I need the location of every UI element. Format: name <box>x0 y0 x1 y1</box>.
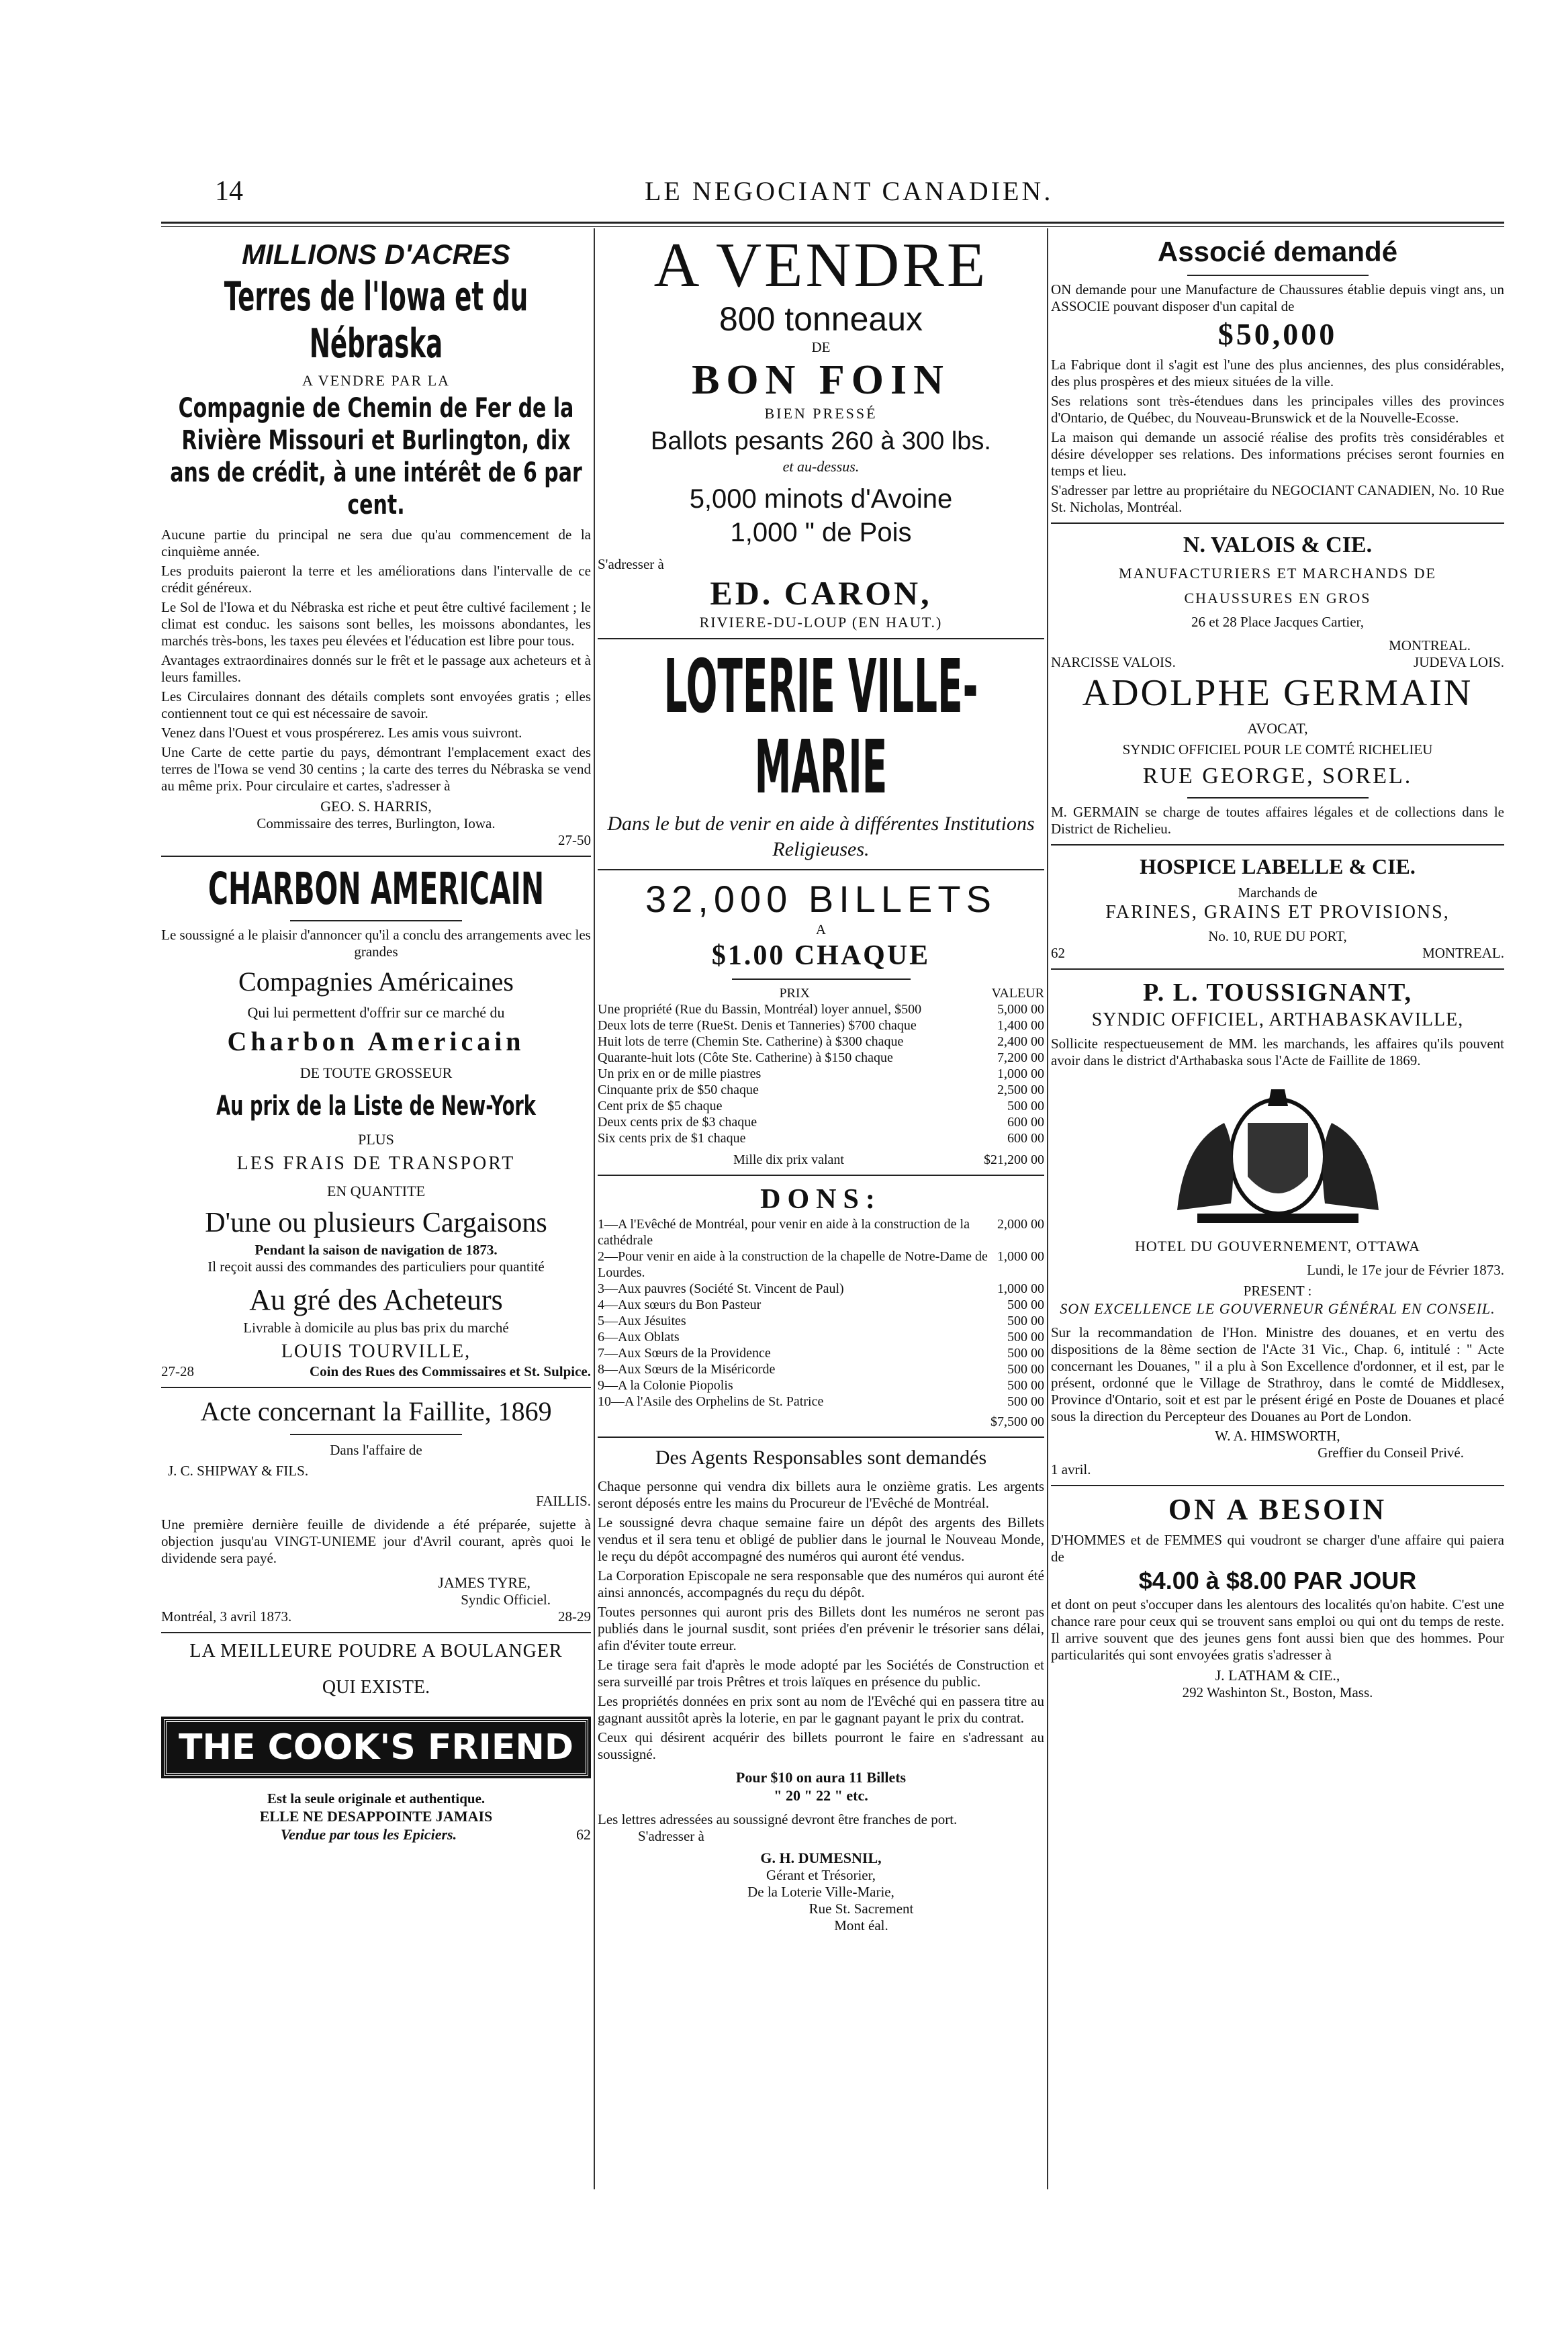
ad-text: 5,000 minots d'Avoine <box>689 484 953 514</box>
address: 292 Washinton St., Boston, Mass. <box>1182 1684 1373 1700</box>
table-row <box>598 1394 1044 1410</box>
ad-title: Terres de l'Iowa et du Nébraska <box>224 273 528 367</box>
ad-date: Montréal, 3 avril 1873. <box>161 1608 292 1625</box>
royal-coat-of-arms-icon <box>1137 1076 1419 1230</box>
ad-paragraph: Ceux qui désirent acquérir des billets pourront le faire en s'adressant au soussigné. <box>598 1729 1044 1762</box>
address: Coin des Rues des Commissaires et St. Sulpice. <box>309 1363 591 1379</box>
banner-label: THE COOK'S FRIEND <box>164 1719 588 1776</box>
table-row <box>598 1114 1044 1130</box>
table-row <box>598 1082 1044 1098</box>
ad-paragraph: Venez dans l'Ouest et vous prospérerez. Les amis vous suivront. <box>161 725 522 741</box>
ad-date: Lundi, le 17e jour de Février 1873. <box>1307 1262 1504 1278</box>
table-row: Mille dix prix valant <box>733 1152 844 1167</box>
address: 26 et 28 Place Jacques Cartier, <box>1191 614 1364 630</box>
ad-paragraph: Aucune partie du principal ne sera due qu'au commencement de la cinquième année. <box>161 527 591 559</box>
donation-table <box>598 1216 1044 1430</box>
table-value: 1,000 00 <box>997 1281 1044 1296</box>
signature: GEO. S. HARRIS, <box>320 798 432 815</box>
ad-title: P. L. TOUSSIGNANT, <box>1142 978 1412 1007</box>
table-row <box>598 1216 1044 1248</box>
ad-title: LA MEILLEURE POUDRE A BOULANGER <box>189 1641 563 1661</box>
table-row <box>598 1098 1044 1114</box>
ad-paragraph: Les lettres adressées au soussigné devront être franches de port. <box>598 1811 958 1827</box>
ad-paragraph: Ses relations sont très-étendues dans les principales villes des provinces d'Ontario, de Québec, du Nouveau-Brunswick et de la Nouvelle-Ecosse. <box>1051 393 1504 426</box>
ad-text: CHAUSSURES EN GROS <box>1184 590 1371 606</box>
address: RIVIERE-DU-LOUP (EN HAUT.) <box>699 614 943 631</box>
ad-text: PLUS <box>358 1131 394 1148</box>
ad-paragraph: Le Sol de l'Iowa et du Nébraska est riche et peut être cultivé facilement ; le climat est conduc. les saisons sont belles, les moissons abondantes, les marchés très-bons, les taxes peu élevées et l'éducation est libre pour tous. <box>161 599 591 649</box>
table-value: 2,500 00 <box>997 1083 1044 1097</box>
ad-paragraph: Une Carte de cette partie du pays, démontrant l'emplacement exact des terres de l'Iowa se vend 30 centins ; la carte des terres du Nébraska se vend au même prix. Pour circulaire et cartes, s'adresser à <box>161 744 591 794</box>
address: MONTREAL. <box>1389 637 1471 653</box>
ad-text: Dans le but de venir en aide à différentes Institutions Religieuses. <box>607 813 1035 860</box>
ad-text: PRESENT : <box>1243 1283 1312 1299</box>
address: No. 10, RUE DU PORT, <box>1208 928 1347 944</box>
table-label: Deux lots de terre (RueSt. Denis et Tanneries) $700 chaque <box>598 1018 917 1033</box>
ad-text: Vendue par tous les Epiciers. <box>280 1826 457 1843</box>
ad-text: Dans l'affaire de <box>330 1442 422 1458</box>
table-value: 500 00 <box>1007 1297 1044 1312</box>
ad-subtitle: 32,000 BILLETS <box>645 878 997 920</box>
ad-paragraph: D'HOMMES et de FEMMES qui voudront se charger d'une affaire qui paiera de <box>1051 1532 1504 1565</box>
ad-text: FAILLIS. <box>536 1493 591 1509</box>
table-value: 500 00 <box>1007 1362 1044 1377</box>
ad-paragraph: Pendant la saison de navigation de 1873. <box>255 1242 498 1258</box>
page-number: 14 <box>215 176 243 207</box>
table-row <box>598 1345 1044 1361</box>
ad-paragraph: Toutes personnes qui auront pris des Billets dont les numéros ne seront pas publiés dans le journal susdit, sont priées d'en prévenir le trésorier sans délai, afin d'éviter toute erreur. <box>598 1604 1044 1653</box>
divider <box>161 1632 591 1633</box>
ad-reference: 62 <box>1051 945 1065 961</box>
ad-paragraph: Le tirage sera fait d'après le mode adopté par les Sociétés de Construction et sera surveillé par trois Prêtres et trois laïques en présence du public. <box>598 1657 1044 1690</box>
table-label: 9—A la Colonie Piopolis <box>598 1378 733 1393</box>
divider <box>290 1434 462 1435</box>
ad-text: et au-dessus. <box>782 458 860 475</box>
divider <box>1051 522 1504 524</box>
ad-subtitle: Des Agents Responsables sont demandés <box>655 1447 987 1469</box>
ad-paragraph: La Corporation Episcopale ne sera responsable que des numéros qui auront été ainsi annoncés, accompagnés du reçu du dépôt. <box>598 1567 1044 1600</box>
ad-paragraph: Il reçoit aussi des commandes des particuliers pour quantité <box>207 1259 545 1275</box>
cooks-friend-banner <box>161 1719 591 1776</box>
table-value: 500 00 <box>1007 1330 1044 1344</box>
table-row <box>598 1066 1044 1082</box>
ad-paragraph: Le soussigné devra chaque semaine faire un dépôt des argents des Billets vendus et il sera tenu et obligé de publier dans le journal le Nouveau Monde, le reçu du dépôt accompagné des numéros qui auront été vendus. <box>598 1514 1044 1564</box>
ad-text: Marchands de <box>1238 884 1318 901</box>
table-label: Cent prix de $5 chaque <box>598 1099 723 1113</box>
ad-text: FARINES, GRAINS ET PROVISIONS, <box>1105 902 1450 923</box>
signature: G. H. DUMESNIL, <box>760 1850 882 1866</box>
table-label: Quarante-huit lots (Côte Ste. Catherine) à $150 chaque <box>598 1050 893 1065</box>
divider <box>1187 797 1369 799</box>
table-row <box>598 1130 1044 1146</box>
ad-paragraph: et dont on peut s'occuper dans les alentours des localités qu'on habite. C'est une chance rare pour ceux qui se trouvent sans emploi ou qui ont du temps de reste. Il arrive souvent que des jeunes gens font aussi bien que des hommes. Pour particularités qui sont envoyées gratis s'adresser à <box>1051 1596 1504 1663</box>
table-row <box>598 1313 1044 1329</box>
ad-subtitle: Compagnies Américaines <box>238 966 514 997</box>
ad-paragraph: Une première dernière feuille de dividende a été préparée, sujette à objection jusqu'au VINGT-UNIEME jour d'Avril courant, après quoi le dividende sera payé. <box>161 1516 591 1566</box>
table-row <box>598 1329 1044 1345</box>
ad-paragraph: Les Circulaires donnant des détails complets sont envoyées gratis ; elles contiennent tout ce qui est nécessaire de savoir. <box>161 688 591 721</box>
table-label: 4—Aux sœurs du Bon Pasteur <box>598 1297 762 1312</box>
table-label: 1—A l'Evêché de Montréal, pour venir en aide à la construction de la cathédrale <box>598 1217 970 1248</box>
ad-text: SYNDIC OFFICIEL, ARTHABASKAVILLE, <box>1091 1009 1464 1030</box>
ad-title: HOTEL DU GOUVERNEMENT, OTTAWA <box>1134 1238 1421 1255</box>
ad-paragraph: Livrable à domicile au plus bas prix du marché <box>243 1320 509 1336</box>
signature: JUDEVA LOIS. <box>1414 654 1504 670</box>
signature-title: Syndic Officiel. <box>461 1592 551 1608</box>
ad-paragraph: Avantages extraordinaires donnés sur le frêt et le passage aux acheteurs et à leurs familles. <box>161 652 591 685</box>
ad-text: Est la seule originale et authentique. <box>267 1790 486 1807</box>
divider <box>732 978 911 980</box>
column-3 <box>1051 232 1504 1701</box>
column-1 <box>161 232 591 1843</box>
ad-amount: $4.00 à $8.00 PAR JOUR <box>1138 1567 1417 1594</box>
table-row <box>598 1377 1044 1394</box>
column-header: PRIX <box>779 986 811 1001</box>
ad-amount: $50,000 <box>1217 317 1338 351</box>
ad-text: A <box>815 921 827 938</box>
table-value: 5,000 00 <box>997 1002 1044 1017</box>
ad-title: A VENDRE <box>653 232 988 300</box>
signature: ED. CARON, <box>710 574 932 612</box>
address: Rue St. Sacrement <box>809 1901 914 1917</box>
divider <box>161 1387 591 1388</box>
prize-table <box>598 985 1044 1168</box>
table-row <box>598 1297 1044 1313</box>
divider <box>598 1437 1044 1438</box>
divider <box>1051 1485 1504 1486</box>
ad-text: A VENDRE PAR LA <box>302 372 451 389</box>
ad-paragraph: Le soussigné a le plaisir d'annoncer qu'il a conclu des arrangements avec les grandes <box>161 927 591 960</box>
page-header <box>201 171 1477 212</box>
ad-paragraph: ON demande pour une Manufacture de Chaussures établie depuis vingt ans, un ASSOCIE pouvant disposer d'un capital de <box>1051 281 1504 314</box>
column-header: VALEUR <box>991 986 1044 1001</box>
table-row <box>598 1248 1044 1281</box>
signature-title: Gérant et Trésorier, <box>766 1867 876 1883</box>
ad-title: CHARBON AMERICAIN <box>207 863 545 915</box>
newspaper-title: LE NEGOCIANT CANADIEN. <box>645 176 1054 206</box>
ad-text: DE TOUTE GROSSEUR <box>299 1064 453 1081</box>
ad-subtitle: Au prix de la Liste de New-York <box>216 1091 536 1122</box>
table-value: 500 00 <box>1007 1394 1044 1409</box>
table-label: Six cents prix de $1 chaque <box>598 1131 746 1146</box>
company-name: Compagnie de Chemin de Fer de la Rivière Missouri et Burlington, dix ans de crédit, à une intérêt de 6 par cent. <box>170 393 582 520</box>
ad-text: S'adresser à <box>598 556 664 572</box>
header-rule <box>161 222 1504 224</box>
ad-paragraph: M. GERMAIN se charge de toutes affaires légales et de collections dans le District de Richelieu. <box>1051 804 1504 837</box>
table-value: 1,000 00 <box>997 1066 1044 1081</box>
column-divider <box>1047 228 1048 2189</box>
ad-reference: 62 <box>576 1826 591 1843</box>
ad-title: ON A BESOIN <box>1168 1493 1387 1526</box>
signature: JAMES TYRE, <box>438 1574 531 1591</box>
table-value: 500 00 <box>1007 1346 1044 1361</box>
address: Mont éal. <box>834 1917 888 1933</box>
ad-heading: MILLIONS D'ACRES <box>242 238 510 270</box>
table-label: Huit lots de terre (Chemin Ste. Catherine) à $300 chaque <box>598 1034 904 1049</box>
table-value: 500 00 <box>1007 1378 1044 1393</box>
column-divider <box>594 228 595 2189</box>
table-value: 1,000 00 <box>997 1249 1044 1264</box>
ad-paragraph: Sollicite respectueusement de MM. les marchands, les affaires qu'ils pouvent avoir dans le district d'Arthabaska sous l'Acte de Faillite de 1869. <box>1051 1036 1504 1068</box>
ad-paragraph: Sur la recommandation de l'Hon. Ministre des douanes, et en vertu des dispositions de la 8ème section de l'Acte 31 Vic., Chap. 6, intitulé : " Acte concernant les Douanes, " il a plu à Son Excellence d'ordonner, et il est, par le présent, ordonné que le Village de Strathroy, dans le comté de Middlesex, Province d'Ontario, soit et est par le présent érigé en Poste de Douanes et placé sous la direction du Percepteur des Douanes au Port de London. <box>1051 1324 1504 1424</box>
ad-text: BIEN PRESSÉ <box>764 405 878 422</box>
address: RUE GEORGE, SOREL. <box>1142 764 1413 788</box>
table-row <box>598 1050 1044 1066</box>
ad-text: EN QUANTITE <box>326 1183 426 1199</box>
ad-paragraph: Les propriétés données en prix sont au nom de l'Evêché qui en passera titre au gagnant aussitôt après la loterie, en par le gagnant payant le prix du contrat. <box>598 1693 1044 1726</box>
ad-text: DE <box>811 339 831 355</box>
table-value: 500 00 <box>1007 1099 1044 1113</box>
table-label: 7—Aux Sœurs de la Providence <box>598 1346 771 1361</box>
ad-text: Pour $10 on aura 11 Billets <box>735 1769 907 1786</box>
table-label: 5—Aux Jésuites <box>598 1314 686 1328</box>
divider <box>1187 275 1369 276</box>
ad-reference: 27-28 <box>161 1363 194 1379</box>
ad-subtitle: D'une ou plusieurs Cargaisons <box>205 1207 547 1238</box>
ad-title: HOSPICE LABELLE & CIE. <box>1140 854 1416 878</box>
column-2 <box>598 232 1044 1934</box>
ad-text: S'adresser à <box>638 1828 704 1844</box>
ad-title: ADOLPHE GERMAIN <box>1082 672 1473 714</box>
signature-title: Greffier du Conseil Privé. <box>1318 1445 1464 1461</box>
table-value: 7,200 00 <box>997 1050 1044 1065</box>
table-row <box>598 1281 1044 1297</box>
ad-text: " 20 " 22 " etc. <box>774 1787 868 1804</box>
ad-reference: 27-50 <box>558 832 591 848</box>
ad-subtitle: 800 tonneaux <box>719 300 923 338</box>
ad-text: QUI EXISTE. <box>322 1677 430 1698</box>
ad-subtitle: LES FRAIS DE TRANSPORT <box>236 1153 516 1174</box>
table-value: $21,200 00 <box>984 1152 1044 1167</box>
table-row <box>598 1017 1044 1034</box>
divider <box>598 1175 1044 1176</box>
table-value: 500 00 <box>1007 1314 1044 1328</box>
signature: J. LATHAM & CIE., <box>1215 1667 1340 1684</box>
ad-subtitle: Au gré des Acheteurs <box>249 1283 503 1316</box>
table-label: 10—A l'Asile des Orphelins de St. Patrice <box>598 1394 824 1409</box>
table-value: 600 00 <box>1007 1115 1044 1130</box>
table-label: Une propriété (Rue du Bassin, Montréal) loyer annuel, $500 <box>598 1002 922 1017</box>
table-label: 2—Pour venir en aide à la construction de la chapelle de Notre-Dame de Lourdes. <box>598 1249 988 1280</box>
ad-reference: 28-29 <box>558 1608 591 1625</box>
divider <box>598 638 1044 639</box>
ad-subtitle: BON FOIN <box>692 357 950 403</box>
table-label: Deux cents prix de $3 chaque <box>598 1115 757 1130</box>
divider <box>1051 844 1504 846</box>
table-value: 2,400 00 <box>997 1034 1044 1049</box>
table-label: 6—Aux Oblats <box>598 1330 680 1344</box>
ad-title: LOTERIE VILLE-MARIE <box>663 643 978 810</box>
ad-paragraph: Chaque personne qui vendra dix billets aura le onzième gratis. Les argents seront déposés entre les mains du Procureur de l'Evêché de Montréal. <box>598 1478 1044 1511</box>
table-value: 1,400 00 <box>997 1018 1044 1033</box>
ad-title: Associé demandé <box>1157 236 1398 267</box>
table-value: 600 00 <box>1007 1131 1044 1146</box>
signature-title: Commissaire des terres, Burlington, Iowa. <box>257 815 496 831</box>
table-label: 3—Aux pauvres (Société St. Vincent de Paul) <box>598 1281 844 1296</box>
ad-text: AVOCAT, <box>1247 720 1308 737</box>
table-value: $7,500 00 <box>990 1414 1044 1429</box>
ad-paragraph: Qui lui permettent d'offrir sur ce marché du <box>247 1004 505 1021</box>
signature-title: De la Loterie Ville-Marie, <box>747 1884 894 1900</box>
signature: NARCISSE VALOIS. <box>1051 654 1176 670</box>
signature: W. A. HIMSWORTH, <box>1215 1428 1340 1444</box>
ad-text: 1,000 " de Pois <box>730 518 912 547</box>
header-rule-thin <box>161 226 1504 227</box>
ad-paragraph: La Fabrique dont il s'agit est l'une des plus anciennes, des plus considérables, des plus prospères et des mieux situées de la ville. <box>1051 357 1504 390</box>
table-label: 8—Aux Sœurs de la Miséricorde <box>598 1362 776 1377</box>
ad-title: Acte concernant la Faillite, 1869 <box>200 1396 552 1426</box>
ad-text: ELLE NE DESAPPOINTE JAMAIS <box>259 1808 493 1825</box>
ad-subtitle: $1.00 CHAQUE <box>711 940 931 971</box>
table-row <box>598 1361 1044 1377</box>
ad-text: MANUFACTURIERS ET MARCHANDS DE <box>1119 565 1436 582</box>
ad-text: J. C. SHIPWAY & FILS. <box>168 1463 309 1479</box>
divider <box>161 856 591 857</box>
table-label: Cinquante prix de $50 chaque <box>598 1083 759 1097</box>
ad-title: N. VALOIS & CIE. <box>1183 533 1373 557</box>
table-row <box>598 1034 1044 1050</box>
divider <box>290 920 462 921</box>
table-label: Un prix en or de mille piastres <box>598 1066 762 1081</box>
ad-paragraph: La maison qui demande un associé réalise des profits très considérables et désire développer ses relations. Des informations précises seront fournies en temps et lieu. <box>1051 429 1504 479</box>
table-row <box>598 1001 1044 1017</box>
divider <box>1051 968 1504 970</box>
ad-paragraph: S'adresser par lettre au propriétaire du NEGOCIANT CANADIEN, No. 10 Rue St. Nicholas, Montréal. <box>1051 482 1504 515</box>
divider <box>598 869 1044 870</box>
ad-subtitle: DONS: <box>760 1184 882 1215</box>
address: MONTREAL. <box>1422 945 1504 961</box>
ad-paragraph: Les produits paieront la terre et les améliorations dans l'intervalle de ce crédit généreux. <box>161 563 591 596</box>
ad-date: 1 avril. <box>1051 1461 1091 1477</box>
ad-text: Ballots pesants 260 à 300 lbs. <box>650 427 991 455</box>
ad-subtitle: Charbon Americain <box>227 1026 525 1056</box>
signature: LOUIS TOURVILLE, <box>281 1341 471 1362</box>
ad-text: SYNDIC OFFICIEL POUR LE COMTÉ RICHELIEU <box>1122 741 1433 758</box>
ad-text: SON EXCELLENCE LE GOUVERNEUR GÉNÉRAL EN CONSEIL. <box>1060 1300 1495 1317</box>
table-value: 2,000 00 <box>997 1217 1044 1232</box>
